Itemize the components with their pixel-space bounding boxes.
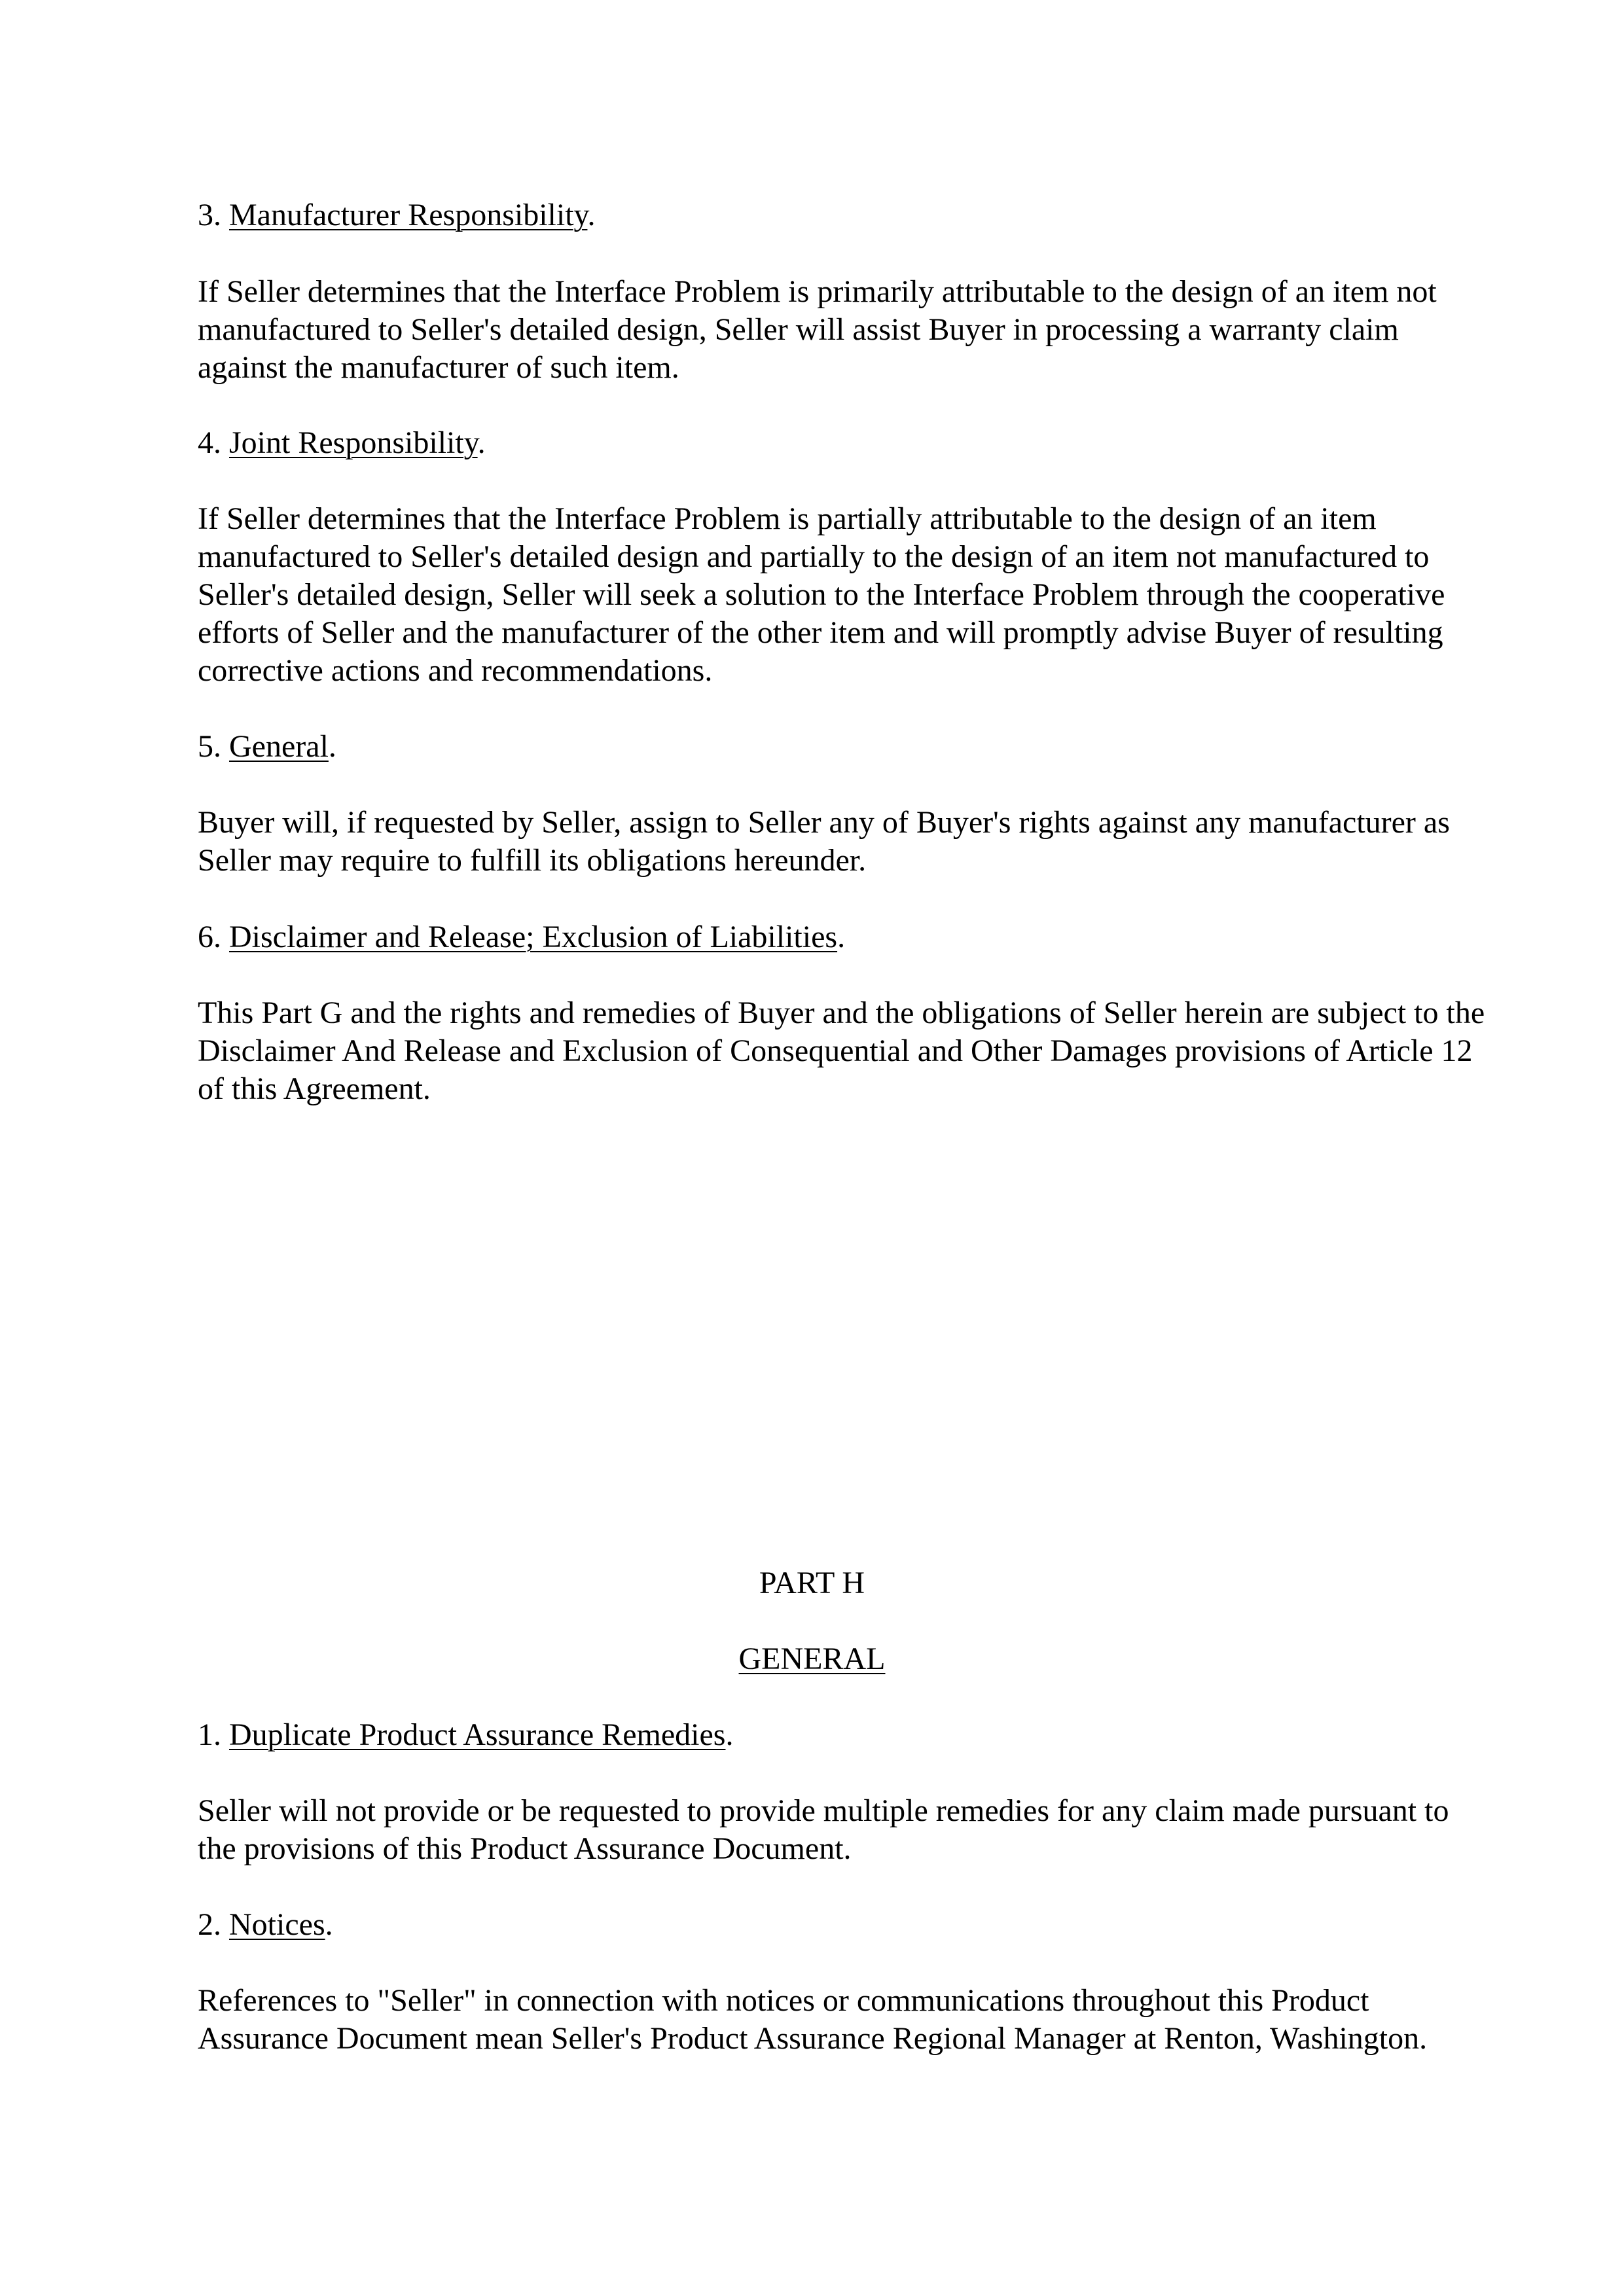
section-punct: . bbox=[837, 920, 846, 954]
section-punct: . bbox=[587, 198, 596, 232]
section-title: General bbox=[229, 729, 329, 764]
section-heading bbox=[198, 1716, 1494, 1754]
section-heading bbox=[198, 196, 1494, 234]
section-body: If Seller determines that the Interface Problem is partially attributable to the design of an item manufactured to Seller's detailed design and partially to the design of an item not manufactured to Seller's detailed design, Seller will seek a solution to the Interface Problem through the cooperative efforts of Seller and the manufacturer of the other item and will promptly advise Buyer of resulting corrective actions and recommendations. bbox=[198, 501, 1445, 688]
section-heading bbox=[198, 1906, 1494, 1944]
section-body: This Part G and the rights and remedies of Buyer and the obligations of Seller herein are subject to the Disclaimer And Release and Exclusion of Consequential and Other Damages provisions of Article 12 of this Agreement. bbox=[198, 996, 1485, 1106]
section-heading bbox=[198, 918, 1494, 956]
section-number: 1. bbox=[198, 1717, 221, 1752]
section-title: Manufacturer Responsibility bbox=[229, 198, 588, 232]
section-title: Notices bbox=[229, 1907, 325, 1942]
section-number: 5. bbox=[198, 729, 221, 764]
section-heading bbox=[198, 728, 1494, 766]
section-number: 3. bbox=[198, 198, 221, 232]
section-number: 4. bbox=[198, 425, 221, 460]
section-punct: . bbox=[325, 1907, 333, 1942]
section-body: Seller will not provide or be requested to provide multiple remedies for any claim made pursuant to the provisions of this Product Assurance Document. bbox=[198, 1793, 1449, 1866]
section-number: 2. bbox=[198, 1907, 221, 1942]
part-subtitle-row bbox=[0, 1640, 1624, 1678]
section-body: Buyer will, if requested by Seller, assign to Seller any of Buyer's rights against any manufacturer as Seller may require to fulfill its obligations hereunder. bbox=[198, 805, 1450, 878]
section-title: Joint Responsibility bbox=[229, 425, 478, 460]
section-title: Duplicate Product Assurance Remedies bbox=[229, 1717, 726, 1752]
section-punct: . bbox=[725, 1717, 734, 1752]
section-body: References to "Seller" in connection with notices or communications throughout this Product Assurance Document mean Seller's Product Assurance Regional Manager at Renton, Washington. bbox=[198, 1983, 1428, 2056]
section-punct: . bbox=[477, 425, 486, 460]
section-number: 6. bbox=[198, 920, 221, 954]
part-subtitle: GENERAL bbox=[738, 1641, 886, 1676]
section-heading bbox=[198, 424, 1494, 462]
section-body: If Seller determines that the Interface Problem is primarily attributable to the design of an item not manufactured to Seller's detailed design, Seller will assist Buyer in processing a warranty claim against the manufacturer of such item. bbox=[198, 274, 1437, 385]
section-title: Disclaimer and Release; Exclusion of Liabilities bbox=[229, 920, 838, 954]
part-title: PART H bbox=[759, 1566, 865, 1600]
section-punct: . bbox=[328, 729, 336, 764]
